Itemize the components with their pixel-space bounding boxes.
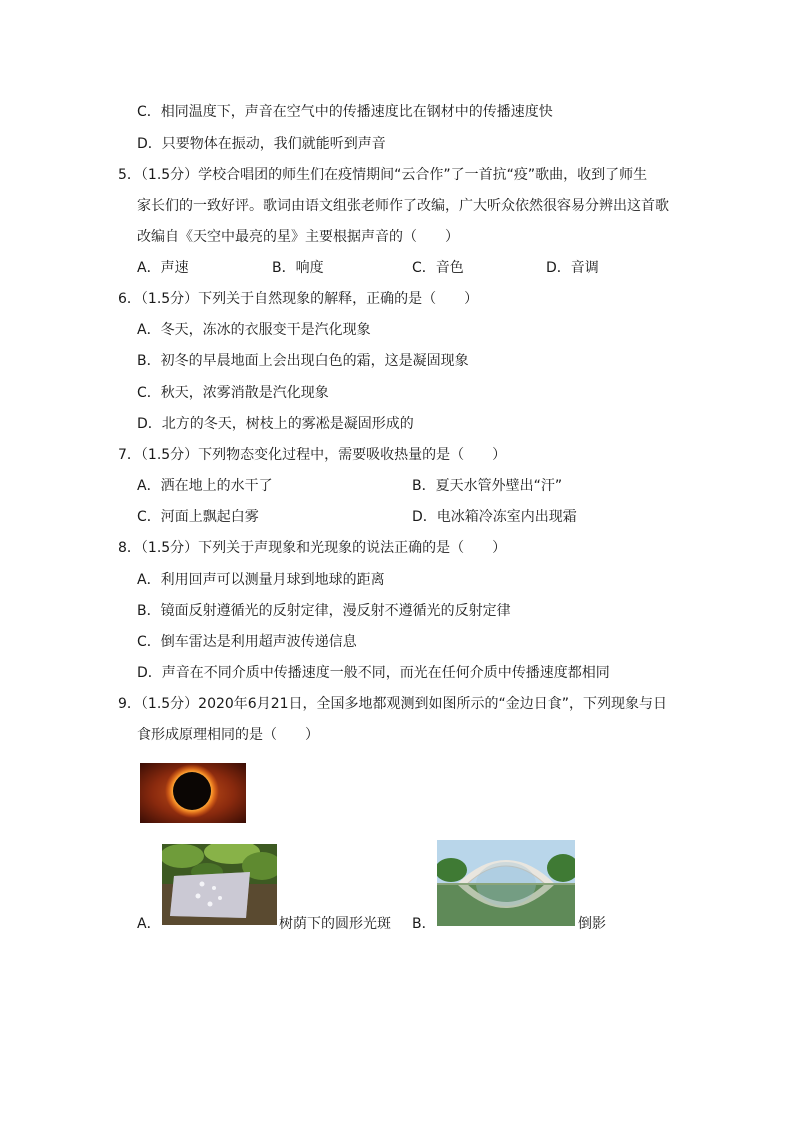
q6-option-d: D．北方的冬天，树枝上的雾凇是凝固形成的 [137, 416, 414, 432]
q8-option-b: B．镜面反射遵循光的反射定律，漫反射不遵循光的反射定律 [137, 603, 511, 619]
q9-option-a-label: A． [137, 916, 161, 932]
q6-option-c: C．秋天，浓雾消散是汽化现象 [137, 385, 329, 401]
q9-option-b-caption: 倒影 [578, 916, 606, 932]
q9-stem-line1: 9．（1.5分）2020年6月21日，全国多地都观测到如图所示的“金边日食”，下列现象与日 [118, 696, 668, 712]
q4-option-d: D．只要物体在振动，我们就能听到声音 [137, 136, 386, 152]
q8-stem: 8．（1.5分）下列关于声现象和光现象的说法正确的是（ ） [118, 540, 507, 556]
q5-option-c: C．音色 [412, 260, 464, 276]
q6-option-a: A．冬天，冻冰的衣服变干是汽化现象 [137, 322, 371, 338]
tree-shade-light-spots-image [162, 844, 277, 925]
bridge-reflection-image [437, 840, 575, 926]
q9-stem-line2: 食形成原理相同的是（ ） [137, 727, 319, 743]
q5-option-a: A．声速 [137, 260, 189, 276]
q5-stem-line2: 家长们的一致好评。歌词由语文组张老师作了改编，广大听众依然很容易分辨出这首歌 [137, 198, 669, 214]
q5-option-d: D．音调 [546, 260, 599, 276]
q7-option-d: D．电冰箱冷冻室内出现霜 [412, 509, 577, 525]
q7-option-c: C．河面上飘起白雾 [137, 509, 259, 525]
q7-option-a: A．洒在地上的水干了 [137, 478, 273, 494]
q5-stem-line3: 改编自《天空中最亮的星》主要根据声音的（ ） [137, 229, 459, 245]
q9-option-b-label: B． [412, 916, 436, 932]
solar-eclipse-image [140, 763, 246, 823]
q6-stem: 6．（1.5分）下列关于自然现象的解释，正确的是（ ） [118, 291, 479, 307]
q4-option-c: C．相同温度下，声音在空气中的传播速度比在钢材中的传播速度快 [137, 104, 553, 120]
q5-stem-line1: 5．（1.5分）学校合唱团的师生们在疫情期间“云合作”了一首抗“疫”歌曲，收到了师生 [118, 167, 648, 183]
q8-option-c: C．倒车雷达是利用超声波传递信息 [137, 634, 357, 650]
q7-option-b: B．夏天水管外壁出“汗” [412, 478, 563, 494]
q7-stem: 7．（1.5分）下列物态变化过程中，需要吸收热量的是（ ） [118, 447, 507, 463]
q5-option-b: B．响度 [272, 260, 324, 276]
q8-option-d: D．声音在不同介质中传播速度一般不同，而光在任何介质中传播速度都相同 [137, 665, 610, 681]
q6-option-b: B．初冬的早晨地面上会出现白色的霜，这是凝固现象 [137, 353, 469, 369]
q8-option-a: A．利用回声可以测量月球到地球的距离 [137, 572, 385, 588]
q9-option-a-caption: 树荫下的圆形光斑 [279, 916, 391, 932]
